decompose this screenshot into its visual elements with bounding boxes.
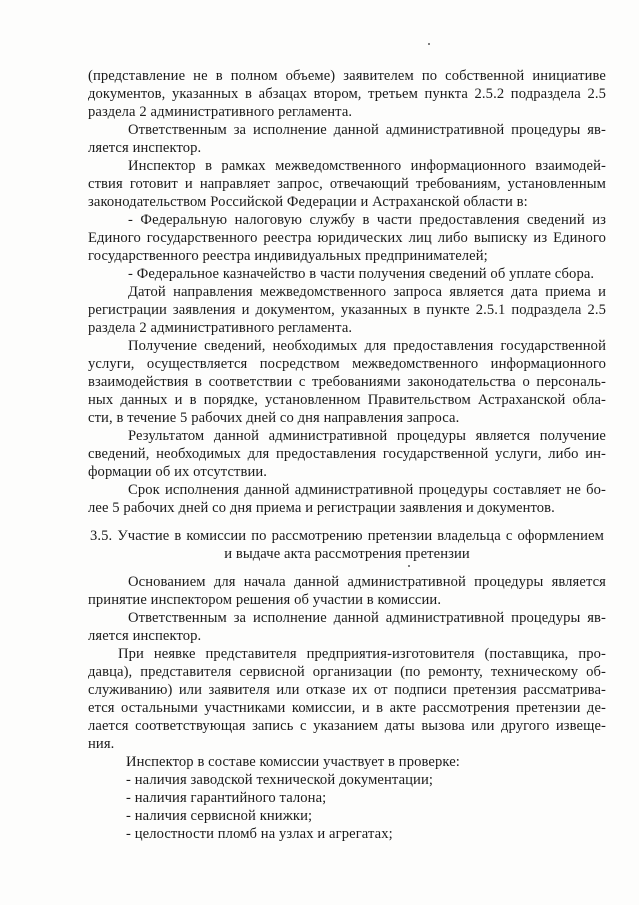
text-line: Датой направления межведомственного запроса является дата приема и — [128, 284, 606, 300]
text-line: Результатом данной административной процедуры является получение — [128, 428, 606, 444]
text-line: ния. — [88, 736, 115, 752]
text-line: ется остальными участниками комиссии, и в акте рассмотрения претензии де- — [88, 700, 606, 716]
text-line: сти, в течение 5 рабочих дней со дня направления запроса. — [88, 410, 460, 426]
scan-speck — [428, 43, 430, 45]
text-line: взаимодействия в соответствии с требованиями законодательства о персональ- — [88, 374, 606, 390]
text-line: ствия готовит и направляет запрос, отвечающий требованиям, установленным — [88, 176, 606, 192]
text-line: ляется инспектор. — [88, 140, 202, 156]
scan-speck — [408, 565, 410, 567]
text-line: Ответственным за исполнение данной административной процедуры яв- — [128, 122, 606, 138]
text-line: ляется инспектор. — [88, 628, 202, 644]
section-heading: и выдаче акта рассмотрения претензии — [224, 546, 470, 562]
section-heading: 3.5. Участие в комиссии по рассмотрению претензии владельца с оформлением — [90, 528, 604, 544]
text-line: раздела 2 административного регламента. — [88, 104, 353, 120]
text-line: ных данных и в порядке, установленном Правительством Астраханской обла- — [88, 392, 606, 408]
text-line: служиванию) или заявителя или отказе их от подписи претензия рассматрива- — [88, 682, 606, 698]
list-item: - наличия сервисной книжки; — [126, 808, 313, 824]
text-line: законодательством Российской Федерации и Астраханской области в: — [88, 194, 528, 210]
list-item: - наличия гарантийного талона; — [126, 790, 327, 806]
text-line: Инспектор в рамках межведомственного информационного взаимодей- — [128, 158, 606, 174]
text-line: формации об их отсутствии. — [88, 464, 268, 480]
text-line: Ответственным за исполнение данной административной процедуры яв- — [128, 610, 606, 626]
text-line: - Федеральную налоговую службу в части предоставления сведений из — [128, 212, 606, 228]
text-line: услуги, осуществляется посредством межведомственного информационного — [88, 356, 606, 372]
text-line: - Федеральное казначейство в части получения сведений об уплате сбора. — [128, 266, 595, 282]
text-line: Срок исполнения данной административной процедуры составляет не бо- — [128, 482, 606, 498]
text-line: Инспектор в составе комиссии участвует в проверке: — [126, 754, 460, 770]
text-line: документов, указанных в абзацах втором, третьем пункта 2.5.2 подраздела 2.5 — [88, 86, 606, 102]
text-line: Получение сведений, необходимых для предоставления государственной — [128, 338, 606, 354]
text-line: давца), представителя сервисной организации (по ремонту, техническому об- — [88, 664, 606, 680]
text-line: лается соответствующая запись с указанием даты вызова или другого извеще- — [88, 718, 606, 734]
text-line: Основанием для начала данной административной процедуры является — [128, 574, 606, 590]
text-line: Единого государственного реестра юридических лиц либо выписку из Единого — [88, 230, 606, 246]
text-line: принятие инспектором решения об участии в комиссии. — [88, 592, 442, 608]
text-line: государственного реестра индивидуальных предпринимателей; — [88, 248, 488, 264]
text-line: При неявке представителя предприятия-изготовителя (поставщика, про- — [118, 646, 606, 662]
text-line: сведений, необходимых для предоставления государственной услуги, либо ин- — [88, 446, 606, 462]
list-item: - целостности пломб на узлах и агрегатах; — [126, 826, 393, 842]
text-line: раздела 2 административного регламента. — [88, 320, 353, 336]
text-line: (представление не в полном объеме) заявителем по собственной инициативе — [88, 68, 606, 84]
text-line: лее 5 рабочих дней со дня приема и регистрации заявления и документов. — [88, 500, 555, 516]
text-line: регистрации заявления и документом, указанных в пункте 2.5.1 подраздела 2.5 — [88, 302, 606, 318]
list-item: - наличия заводской технической документации; — [126, 772, 434, 788]
